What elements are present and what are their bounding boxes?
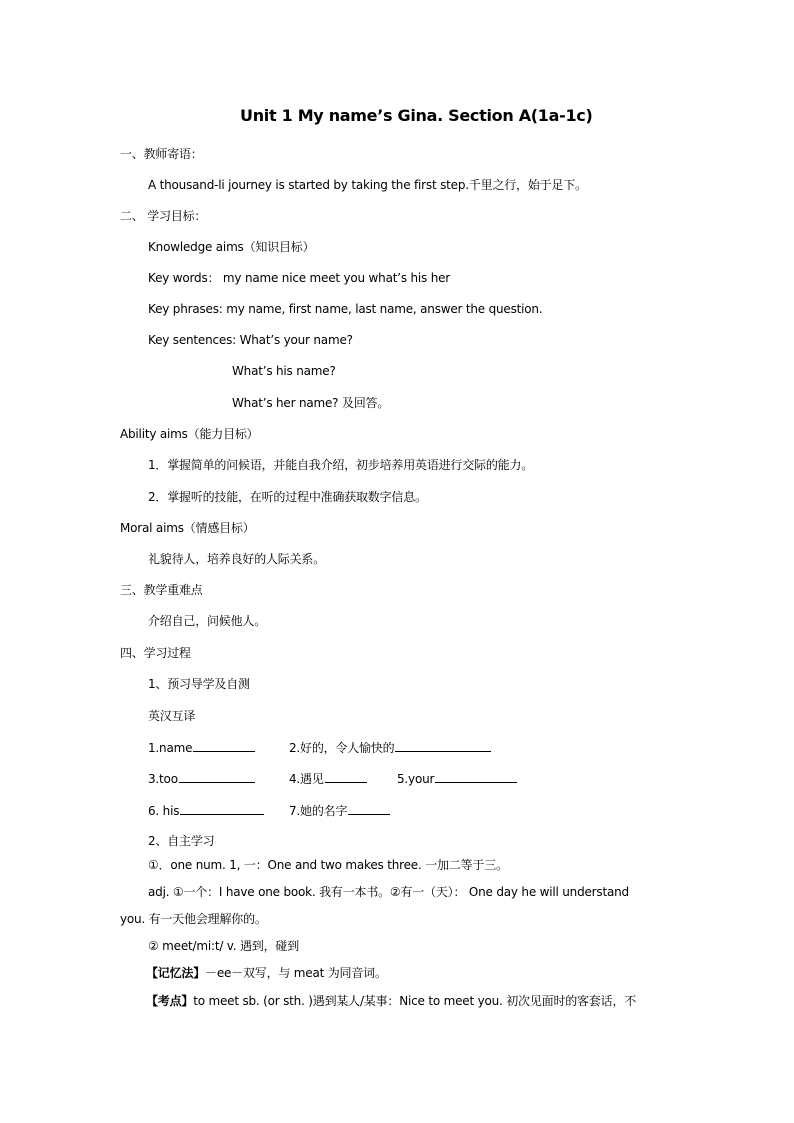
- knowledge-aims: Knowledge aims（知识目标）: [148, 240, 315, 254]
- exercise-6-label: 6. his: [148, 804, 180, 818]
- exercise-3: [148, 770, 255, 787]
- subsection-2-heading: 2、自主学习: [148, 834, 215, 848]
- section-2-heading: 二、 学习目标：: [120, 209, 207, 223]
- exercise-7: [289, 802, 390, 819]
- key-sentences: Key sentences: What’s your name?: [148, 333, 353, 347]
- ability-aims: Ability aims（能力目标）: [120, 427, 259, 441]
- exercise-6: [148, 802, 264, 819]
- blank-line: [435, 770, 517, 783]
- exercise-2-label: 2.好的，令人愉快的: [289, 741, 395, 755]
- exercise-3-label: 3.too: [148, 772, 178, 786]
- blank-line: [193, 739, 255, 752]
- key-phrases: Key phrases: my name, first name, last name, answer the question.: [148, 302, 543, 316]
- exam-point: [146, 993, 636, 1009]
- blank-line: [348, 802, 390, 815]
- moral-aims: Moral aims（情感目标）: [120, 521, 255, 535]
- blank-line: [179, 770, 255, 783]
- vocab-one-adj-continued: you. 有一天他会理解你的。: [120, 912, 267, 926]
- moral-item-1: 礼貌待人，培养良好的人际关系。: [148, 552, 326, 566]
- key-words: Key words： my name nice meet you what’s his her: [148, 271, 451, 285]
- exercise-4: [289, 770, 367, 787]
- page-title: Unit 1 My name’s Gina. Section A(1a-1c): [240, 106, 593, 125]
- memory-tip-label: 【记忆法】: [146, 966, 206, 980]
- vocab-meet: ② meet/mi:t/ v. 遇到，碰到: [148, 939, 300, 953]
- memory-tip-text: －ee－双写，与 meat 为同音词。: [205, 966, 387, 980]
- vocab-one-adj: adj. ①一个：I have one book. 我有一本书。②有一（天）： One day he will understand: [148, 885, 629, 899]
- section-1-heading: 一、教师寄语：: [120, 147, 203, 161]
- exercise-1: [148, 739, 255, 756]
- ability-item-1: 1．掌握简单的问候语，并能自我介绍，初步培养用英语进行交际的能力。: [148, 458, 534, 472]
- key-sentence-2: What’s his name?: [232, 364, 336, 378]
- blank-line: [325, 770, 367, 783]
- section-4-heading: 四、学习过程: [120, 646, 191, 660]
- exercise-2: [289, 739, 491, 756]
- blank-line: [180, 802, 264, 815]
- exercise-5: [397, 770, 517, 787]
- memory-tip: [146, 965, 387, 981]
- ability-item-2: 2．掌握听的技能，在听的过程中准确获取数字信息。: [148, 490, 427, 504]
- section-3-content: 介绍自己，问候他人。: [148, 614, 267, 628]
- exercise-4-label: 4.遇见: [289, 772, 324, 786]
- vocab-one: ①．one num. 1, 一：One and two makes three. 一加二等于三。: [148, 858, 508, 872]
- exercise-1-label: 1.name: [148, 741, 193, 755]
- exercise-5-label: 5.your: [397, 772, 435, 786]
- translate-heading: 英汉互译: [148, 709, 196, 723]
- exercise-7-label: 7.她的名字: [289, 804, 348, 818]
- subsection-1-heading: 1、预习导学及自测: [148, 677, 250, 691]
- section-3-heading: 三、教学重难点: [120, 583, 203, 597]
- exam-point-label: 【考点】: [146, 994, 194, 1008]
- key-sentence-3: What’s her name? 及回答。: [232, 396, 390, 410]
- exam-point-text: to meet sb. (or sth. )遇到某人/某事：Nice to meet you. 初次见面时的客套话，不: [193, 994, 637, 1008]
- teacher-quote: A thousand-li journey is started by taking the first step.千里之行，始于足下。: [148, 178, 587, 192]
- blank-line: [395, 739, 491, 752]
